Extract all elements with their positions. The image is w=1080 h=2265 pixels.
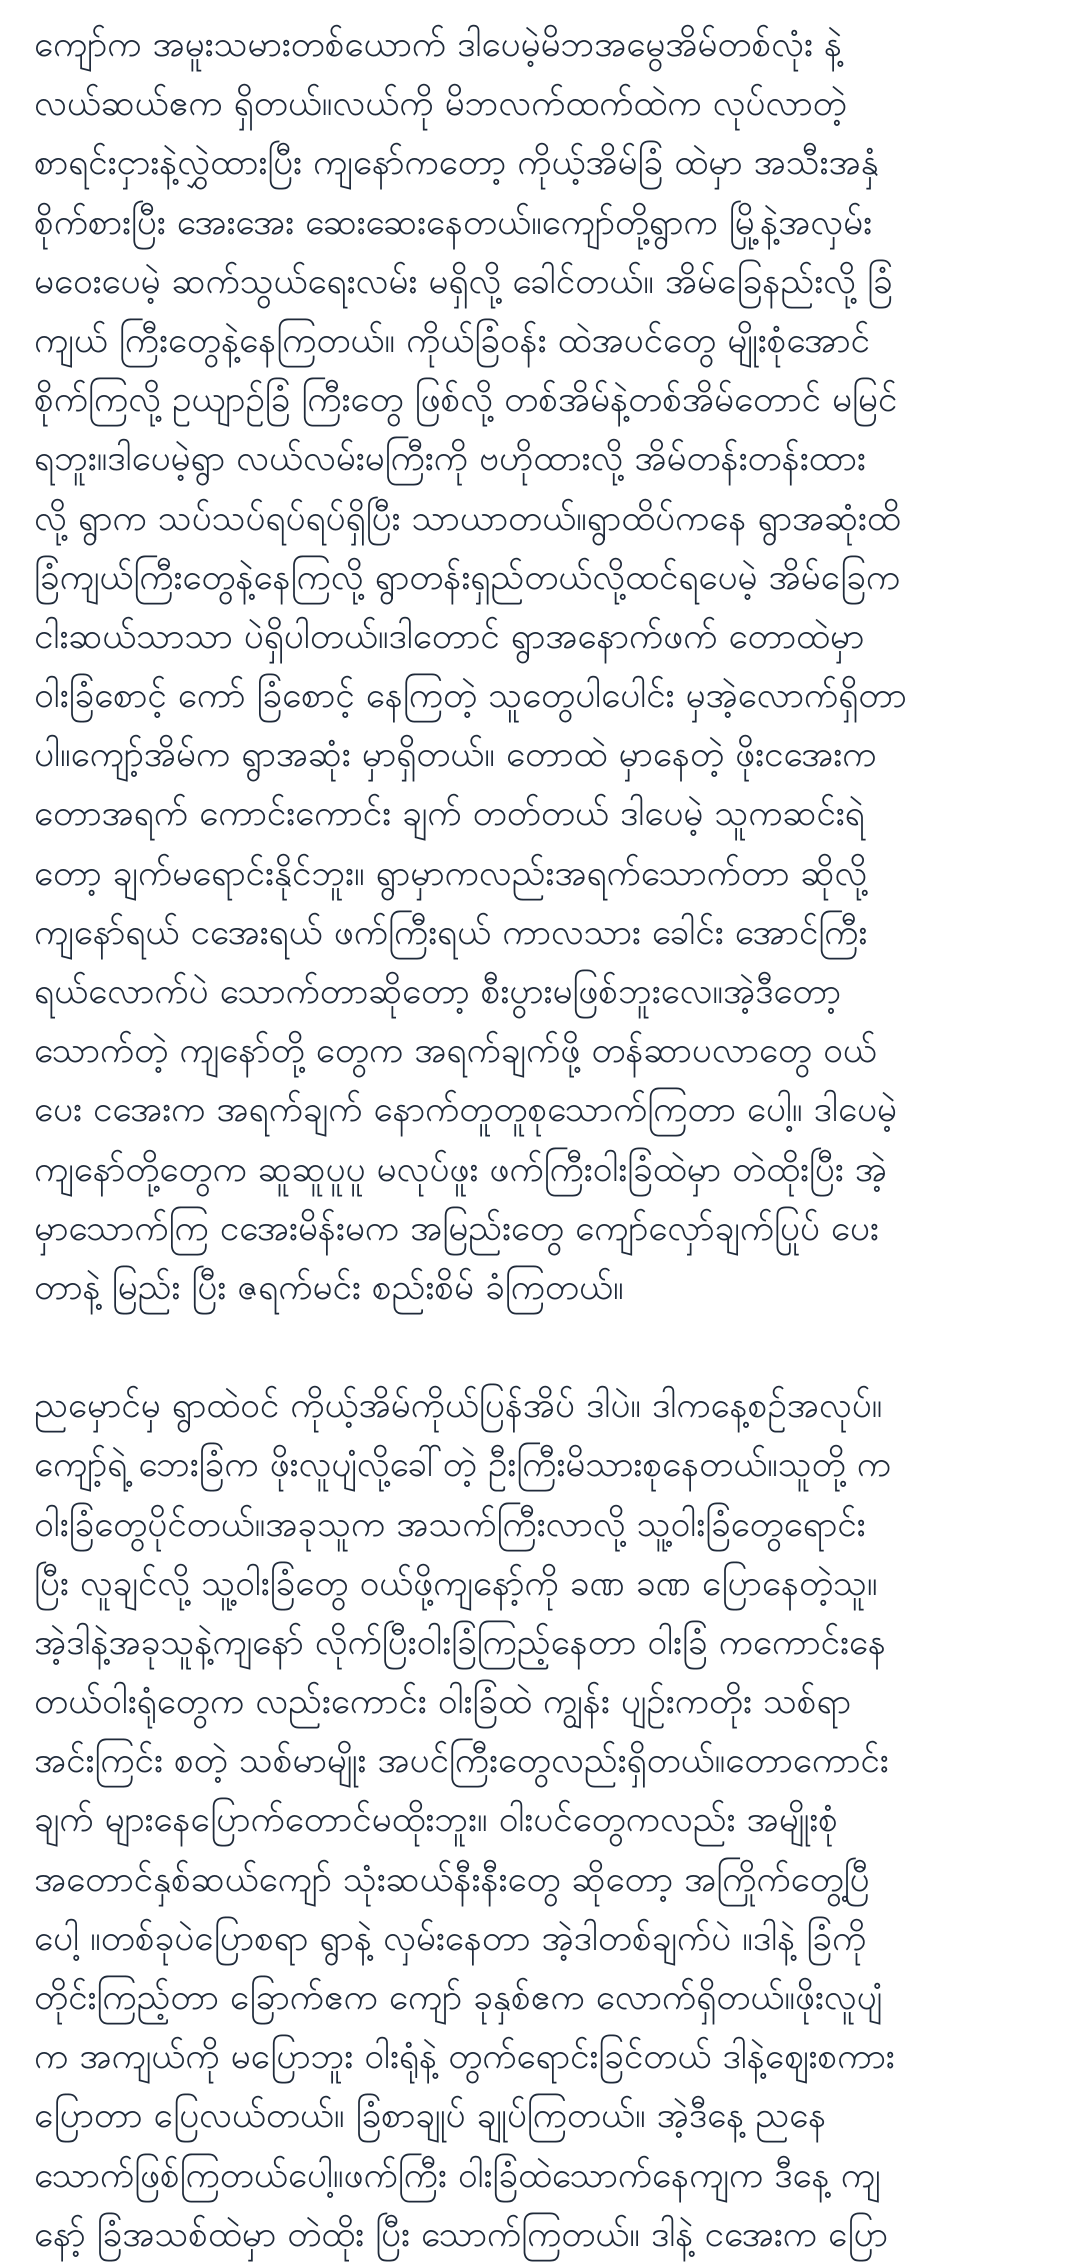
- text-line: ကျော်က အမူးသမားတစ်ယောက် ဒါပေမဲ့မိဘအမွေအိမ်တစ်လုံး နဲ့: [34, 25, 843, 65]
- text-line: ပြောတာ ပြေလယ်တယ်။ ခြံစာချုပ် ချုပ်ကြတယ်။ အဲ့ဒီနေ့ ညနေ: [34, 2096, 827, 2137]
- text-line: ကျယ် ကြီးတွေနဲ့နေကြတယ်။ ကိုယ်ခြံဝန်း ထဲအပင်တွေ မျိုးစုံအောင်: [34, 320, 870, 361]
- text-line: ခြံကျယ်ကြီးတွေနဲ့နေကြလို့ ရွာတန်းရှည်တယ်လို့ထင်ရပေမဲ့ အိမ်ခြေက: [34, 557, 901, 598]
- text-line: တောအရက် ကောင်းကောင်း ချက် တတ်တယ် ဒါပေမဲ့ သူကဆင်းရဲ: [34, 794, 865, 835]
- article-body: [34, 16, 1050, 2265]
- text-line: က အကျယ်ကို မပြောဘူး ဝါးရုံနဲ့ တွက်ရောင်းခြင်တယ် ဒါနဲ့ဈေးစကား: [34, 2037, 895, 2078]
- text-line: အင်းကြင်း စတဲ့ သစ်မာမျိုး အပင်ကြီးတွေလည်းရှိတယ်။တောကောင်း: [34, 1741, 889, 1782]
- text-line: သောက်ဖြစ်ကြတယ်ပေါ့။ဖက်ကြီး ဝါးခြံထဲသောက်နေကျက ဒီနေ့ ကျ: [34, 2155, 881, 2196]
- text-line: မဝေးပေမဲ့ ဆက်သွယ်ရေးလမ်း မရှိလို့ ခေါင်တယ်။ အိမ်ခြေနည်းလို့ ခြံ: [34, 261, 893, 302]
- text-line: စိုက်စားပြီး အေးအေး ဆေးဆေးနေတယ်။ကျော်တို့ရွာက မြို့နဲ့အလှမ်း: [34, 202, 873, 243]
- text-line: စိုက်ကြလို့ ဥယျာဉ်ခြံ ကြီးတွေ ဖြစ်လို့ တစ်အိမ်နဲ့တစ်အိမ်တောင် မမြင်: [34, 380, 898, 421]
- text-line: ရဘူး။ဒါပေမဲ့ရွာ လယ်လမ်းမကြီးကို ဗဟိုထားလို့ အိမ်တန်းတန်းထား: [34, 439, 866, 480]
- text-line: တယ်ဝါးရုံတွေက လည်းကောင်း ဝါးခြံထဲ ကျွန်း ပျဉ်းကတိုး သစ်ရာ: [34, 1682, 851, 1723]
- text-line: ပေး ငအေးက အရက်ချက် နောက်တူတူစုသောက်ကြတာ ပေါ့။ ဒါပေမဲ့: [34, 1090, 897, 1131]
- text-line: ကျော့်ရဲ့ ဘေးခြံက ဖိုးလူပျံလို့ခေါ်တဲ့ ဦးကြီးမိသားစုနေတယ်။သူတို့ က: [34, 1445, 892, 1486]
- text-line: ညမှောင်မှ ရွာထဲဝင် ကိုယ့်အိမ်ကိုယ်ပြန်အိပ် ဒါပဲ။ ဒါကနေ့စဉ်အလုပ်။: [34, 1386, 883, 1427]
- text-line: တော့ ချက်မရောင်းနိုင်ဘူး။ ရွာမှာကလည်းအရက်သောက်တာ ဆိုလို့: [34, 853, 868, 894]
- text-line: အဲ့ဒါနဲ့အခုသူနဲ့ကျနော် လိုက်ပြီးဝါးခြံကြည့်နေတာ ဝါးခြံ ကကောင်းနေ: [34, 1622, 886, 1663]
- text-line: ကျနော်ရယ် ငအေးရယ် ဖက်ကြီးရယ် ကာလသား ခေါင်း အောင်ကြီး: [34, 912, 868, 953]
- text-line: လို့ ရွာက သပ်သပ်ရပ်ရပ်ရှိပြီး သာယာတယ်။ရွာထိပ်ကနေ ရွာအဆုံးထိ: [34, 498, 901, 539]
- paragraph-2: [34, 1377, 1050, 2265]
- text-line: ငါးဆယ်သာသာ ပဲရှိပါတယ်။ဒါတောင် ရွာအနောက်ဖက် တောထဲမှာ: [34, 616, 865, 657]
- text-line: တာနဲ့ မြည်း ပြီး ဇရက်မင်း စည်းစိမ် ခံကြတယ်။: [34, 1267, 624, 1308]
- text-line: စာရင်းငှားနဲ့လွှဲထားပြီး ကျနော်ကတော့ ကိုယ့်အိမ်ခြံ ထဲမှာ အသီးအနှံ: [34, 143, 879, 184]
- text-line: ဝါးခြံစောင့် ကော် ခြံစောင့် နေကြတဲ့ သူတွေပါပေါင်း မှအဲ့လောက်ရှိတာ: [34, 676, 907, 717]
- paragraph-1: [34, 16, 1050, 1318]
- text-line: သောက်တဲ့ ကျနော်တို့ တွေက အရက်ချက်ဖို့ တန်ဆာပလာတွေ ဝယ်: [34, 1031, 877, 1072]
- text-line: ကျနော်တို့တွေက ဆူဆူပူပူ မလုပ်ဖူး ဖက်ကြီးဝါးခြံထဲမှာ တဲထိုးပြီး အဲ့: [34, 1149, 887, 1190]
- text-line: အတောင်နှစ်ဆယ်ကျော် သုံးဆယ်နီးနီးတွေ ဆိုတော့ အကြိုက်တွေ့ပြီ: [34, 1859, 870, 1900]
- text-line: ပါ။ကျော့်အိမ်က ရွာအဆုံး မှာရှိတယ်။ တောထဲ မှာနေတဲ့ ဖိုးငအေးက: [34, 735, 877, 776]
- text-line: လယ်ဆယ်ဧက ရှိတယ်။လယ်ကို မိဘလက်ထက်ထဲက လုပ်လာတဲ့: [34, 84, 847, 125]
- text-line: ရယ်လောက်ပဲ သောက်တာဆိုတော့ စီးပွားမဖြစ်ဘူးလေ။အဲ့ဒီတော့: [34, 972, 841, 1012]
- text-line: နော့် ခြံအသစ်ထဲမှာ တဲထိုး ပြီး သောက်ကြတယ်။ ဒါနဲ့ ငအေးက ပြော: [34, 2214, 888, 2255]
- text-line: ဝါးခြံတွေပိုင်တယ်။အခုသူက အသက်ကြီးလာလို့ သူ့ဝါးခြံတွေရောင်း: [34, 1504, 866, 1545]
- text-line: တိုင်းကြည့်တာ ခြောက်ဧက ကျော် ခုနှစ်ဧက လောက်ရှိတယ်။ဖိုးလူပျံ: [34, 1978, 883, 2018]
- text-line: ပြီး လူချင်လို့ သူ့ဝါးခြံတွေ ဝယ်ဖို့ကျနော့်ကို ခဏ ခဏ ပြောနေတဲ့သူ။: [34, 1563, 878, 1604]
- text-line: ပေါ့ ။တစ်ခုပဲပြောစရာ ရွာနဲ့ လှမ်းနေတာ အဲ့ဒါတစ်ချက်ပဲ ။ဒါနဲ့ ခြံကို: [34, 1918, 867, 1959]
- text-line: မှာသောက်ကြ ငအေးမိန်းမက အမြည်းတွေ ကျော်လှော်ချက်ပြုပ် ပေး: [34, 1208, 879, 1249]
- text-line: ချက် များနေပြောက်တောင်မထိုးဘူး။ ဝါးပင်တွေကလည်း အမျိုးစုံ: [34, 1800, 838, 1841]
- paragraph-gap: [34, 1318, 1050, 1377]
